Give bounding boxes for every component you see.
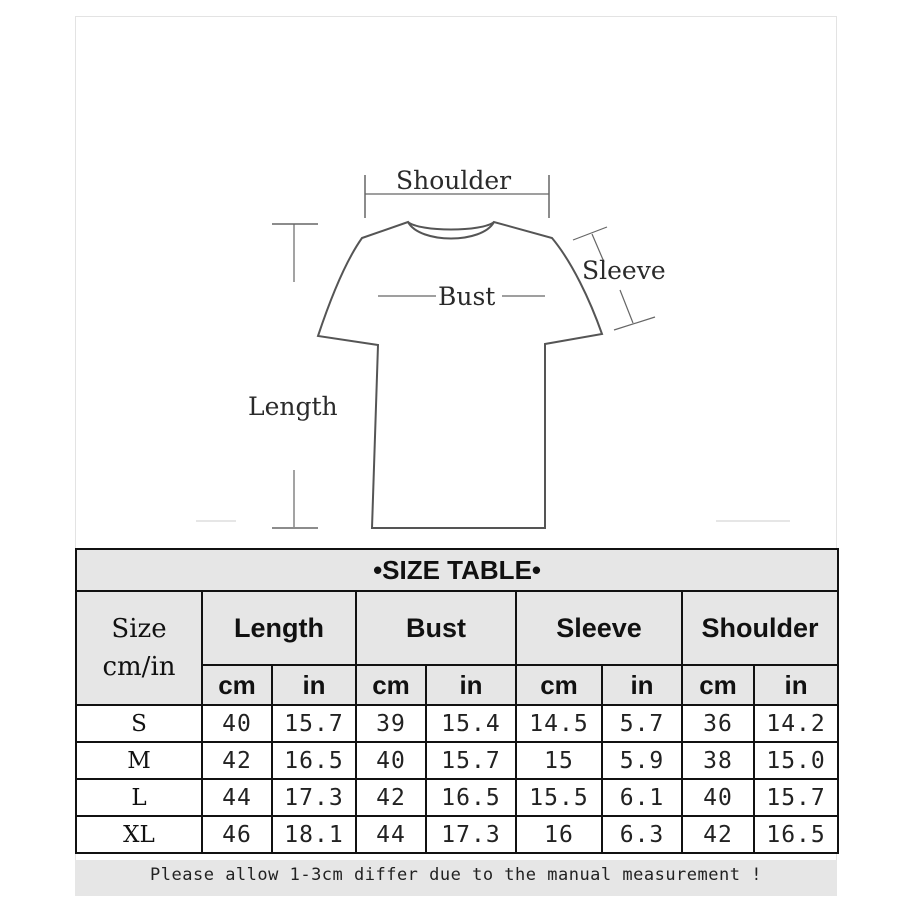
- size-table: [75, 548, 839, 854]
- length-label: Length: [248, 392, 338, 421]
- unit-cm: cm: [516, 665, 602, 705]
- header-sleeve: Sleeve: [516, 591, 682, 665]
- value-cell: 5.9: [602, 742, 682, 779]
- value-cell: 39: [356, 705, 426, 742]
- value-cell: 15.0: [754, 742, 838, 779]
- value-cell: 40: [682, 779, 754, 816]
- unit-cm: cm: [202, 665, 272, 705]
- value-cell: 17.3: [426, 816, 516, 853]
- value-cell: 16.5: [754, 816, 838, 853]
- table-row: [76, 705, 838, 742]
- value-cell: 16.5: [426, 779, 516, 816]
- table-row: [76, 742, 838, 779]
- value-cell: 17.3: [272, 779, 356, 816]
- value-cell: 15.5: [516, 779, 602, 816]
- header-bust: Bust: [356, 591, 516, 665]
- header-shoulder: Shoulder: [682, 591, 838, 665]
- bust-label: Bust: [438, 282, 496, 311]
- unit-cm: cm: [356, 665, 426, 705]
- value-cell: 40: [202, 705, 272, 742]
- shoulder-label: Shoulder: [396, 166, 512, 195]
- size-cell: S: [76, 705, 202, 742]
- value-cell: 6.1: [602, 779, 682, 816]
- size-table-title: •SIZE TABLE•: [76, 549, 838, 591]
- unit-in: in: [754, 665, 838, 705]
- size-column-header: [76, 591, 202, 705]
- size-header-line2: cm/in: [102, 652, 176, 682]
- value-cell: 14.2: [754, 705, 838, 742]
- value-cell: 5.7: [602, 705, 682, 742]
- value-cell: 46: [202, 816, 272, 853]
- value-cell: 15.4: [426, 705, 516, 742]
- size-cell: L: [76, 779, 202, 816]
- value-cell: 42: [682, 816, 754, 853]
- table-row: [76, 779, 838, 816]
- value-cell: 42: [202, 742, 272, 779]
- unit-in: in: [602, 665, 682, 705]
- value-cell: 15.7: [272, 705, 356, 742]
- value-cell: 15.7: [754, 779, 838, 816]
- value-cell: 38: [682, 742, 754, 779]
- value-cell: 44: [356, 816, 426, 853]
- sleeve-label: Sleeve: [582, 256, 666, 285]
- value-cell: 42: [356, 779, 426, 816]
- value-cell: 6.3: [602, 816, 682, 853]
- value-cell: 18.1: [272, 816, 356, 853]
- header-length: Length: [202, 591, 356, 665]
- value-cell: 44: [202, 779, 272, 816]
- value-cell: 16: [516, 816, 602, 853]
- size-cell: XL: [76, 816, 202, 853]
- table-row: [76, 816, 838, 853]
- size-cell: M: [76, 742, 202, 779]
- value-cell: 16.5: [272, 742, 356, 779]
- size-header-line1: Size: [111, 614, 167, 644]
- unit-in: in: [426, 665, 516, 705]
- value-cell: 15.7: [426, 742, 516, 779]
- value-cell: 36: [682, 705, 754, 742]
- unit-cm: cm: [682, 665, 754, 705]
- value-cell: 14.5: [516, 705, 602, 742]
- value-cell: 40: [356, 742, 426, 779]
- value-cell: 15: [516, 742, 602, 779]
- unit-in: in: [272, 665, 356, 705]
- measurement-note: Please allow 1-3cm differ due to the manual measurement !: [75, 860, 837, 896]
